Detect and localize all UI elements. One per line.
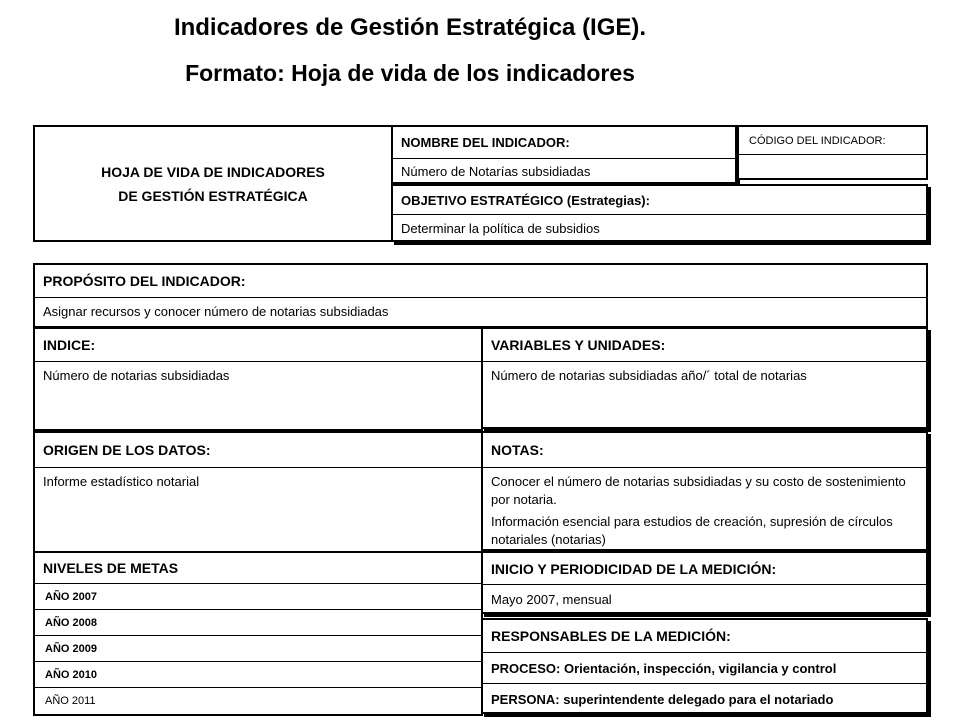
proposito-label: PROPÓSITO DEL INDICADOR: [43,273,246,289]
origen-label: ORIGEN DE LOS DATOS: [43,442,211,458]
responsables-proceso: PROCESO: Orientación, inspección, vigilancia y control [483,652,926,684]
notas-box [481,431,928,551]
proposito-value: Asignar recursos y conocer número de notarias subsidiadas [35,297,926,327]
codigo-indicador-box [737,125,928,180]
page-title: Indicadores de Gestión Estratégica (IGE). [173,14,647,41]
responsables-label: RESPONSABLES DE LA MEDICIÓN: [491,628,731,644]
variables-label: VARIABLES Y UNIDADES: [491,337,666,353]
nombre-value: Número de Notarías subsidiadas [393,158,735,184]
header-line-2: DE GESTIÓN ESTRATÉGICA [118,187,308,204]
proposito-box [33,263,928,328]
indice-box [33,327,483,431]
responsables-box [481,618,928,714]
codigo-value [739,154,926,181]
variables-value: Número de notarias subsidiadas año/´ total de notarias [483,361,926,427]
inicio-value: Mayo 2007, mensual [483,584,926,614]
notas-label: NOTAS: [491,442,544,458]
objetivo-value: Determinar la política de subsidios [393,214,926,242]
metas-year-2010: AÑO 2010 [35,661,481,688]
notas-paragraph-2: Información esencial para estudios de creación, supresión de círculos notariales (notarias) [491,514,893,547]
metas-label: NIVELES DE METAS [43,560,179,576]
indice-label: INDICE: [43,337,96,353]
indice-value: Número de notarias subsidiadas [35,361,481,429]
variables-box [481,327,928,429]
header-box [33,125,393,242]
notas-content [483,467,926,549]
origen-value: Informe estadístico notarial [35,467,481,551]
page-subtitle: Formato: Hoja de vida de los indicadores [185,60,635,86]
metas-box [33,551,483,716]
responsables-persona: PERSONA: superintendente delegado para el notariado [483,683,926,715]
header-line-1: HOJA DE VIDA DE INDICADORES [101,163,325,180]
metas-year-2007: AÑO 2007 [35,583,481,610]
nombre-label: NOMBRE DEL INDICADOR: [401,135,570,150]
nombre-indicador-box [391,125,737,184]
metas-year-2009: AÑO 2009 [35,635,481,662]
origen-box [33,431,483,553]
metas-year-2011: AÑO 2011 [35,687,481,715]
objetivo-label: OBJETIVO ESTRATÉGICO (Estrategias): [401,192,650,208]
objetivo-box [391,184,928,242]
codigo-label: CÓDIGO DEL INDICADOR: [749,135,886,147]
inicio-box [481,551,928,614]
notas-paragraph-1: Conocer el número de notarias subsidiadas y su costo de sostenimiento por notaria. [491,474,906,507]
inicio-label: INICIO Y PERIODICIDAD DE LA MEDICIÓN: [491,560,777,577]
metas-year-2008: AÑO 2008 [35,609,481,636]
